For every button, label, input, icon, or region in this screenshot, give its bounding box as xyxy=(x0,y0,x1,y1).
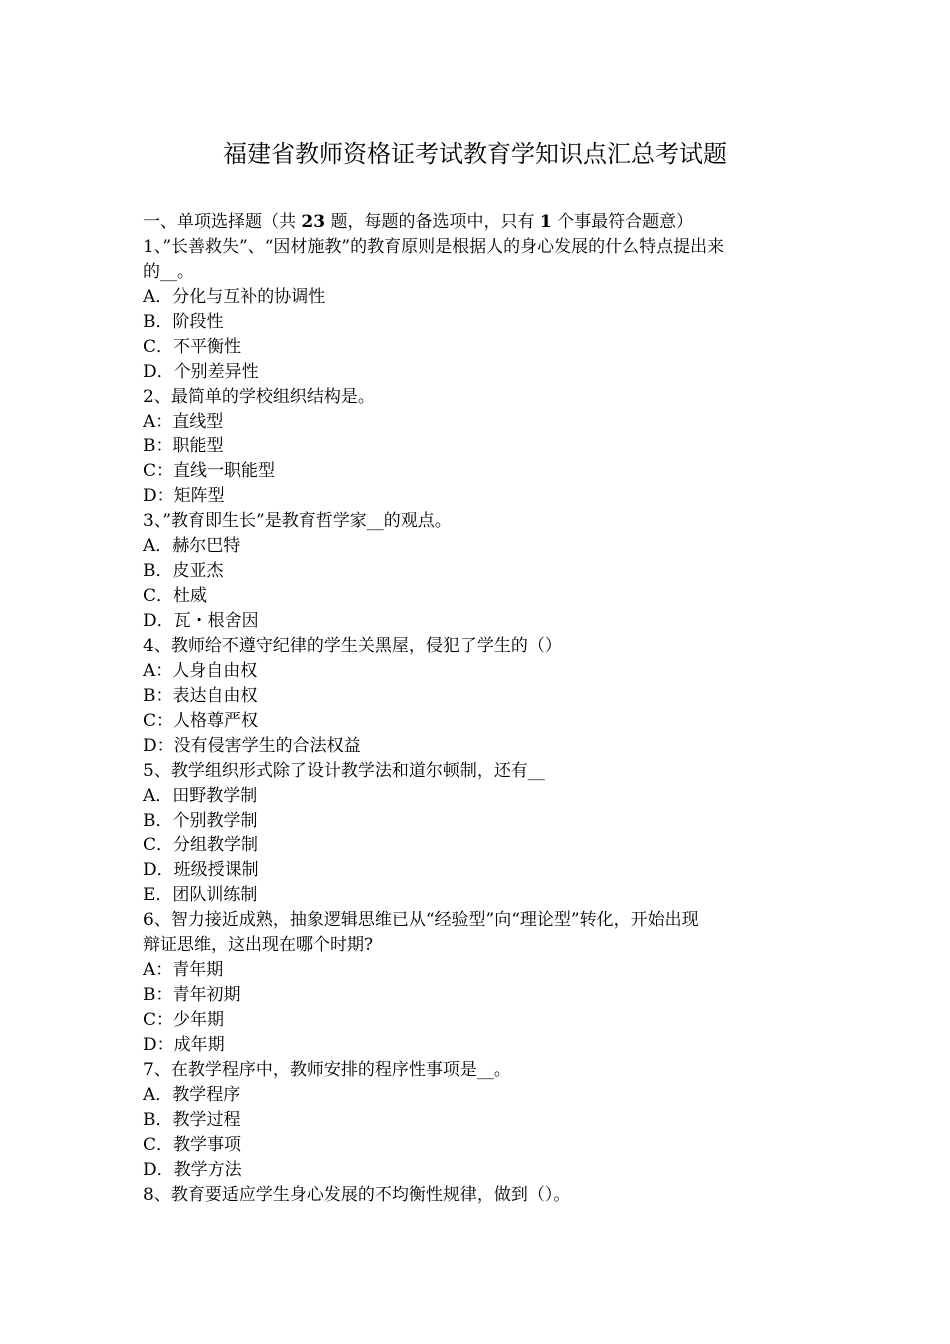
option-line: A．田野教学制 xyxy=(143,785,258,806)
option-line: C：直线一职能型 xyxy=(143,461,276,482)
option-line: C：人格尊严权 xyxy=(143,710,259,731)
option-line: D：矩阵型 xyxy=(143,486,225,507)
section-header-one: 1 xyxy=(539,212,552,232)
section-header-middle: 题，每题的备选项中，只有 xyxy=(325,212,540,232)
question-line: 8、教育要适应学生身心发展的不均衡性规律，做到（）。 xyxy=(143,1184,571,1205)
section-header-count: 23 xyxy=(301,212,326,232)
option-line: D．班级授课制 xyxy=(143,860,259,881)
option-line: B：青年初期 xyxy=(143,985,241,1006)
question-line: 4、教师给不遵守纪律的学生关黑屋，侵犯了学生的（） xyxy=(143,635,562,656)
option-line: B．教学过程 xyxy=(143,1109,241,1130)
section-header xyxy=(143,210,813,235)
option-line: B．阶段性 xyxy=(143,311,224,332)
option-line: D：没有侵害学生的合法权益 xyxy=(143,735,361,756)
question-line: 6、智力接近成熟，抽象逻辑思维已从“经验型”向“理论型”转化，开始出现 xyxy=(143,910,699,931)
option-line: C．教学事项 xyxy=(143,1134,242,1155)
option-line: C．不平衡性 xyxy=(143,336,242,357)
option-line: A．分化与互补的协调性 xyxy=(143,286,326,307)
question-line: 3、”教育即生长”是教育哲学家__的观点。 xyxy=(143,511,452,532)
option-line: C．杜威 xyxy=(143,586,208,607)
option-line: B．个别教学制 xyxy=(143,810,258,831)
option-line: A：人身自由权 xyxy=(143,660,258,681)
option-line: A：直线型 xyxy=(143,411,224,432)
section-header-prefix: 一、单项选择题（共 xyxy=(143,212,302,232)
question-line: 辩证思维，这出现在哪个时期? xyxy=(143,935,374,956)
option-line: E．团队训练制 xyxy=(143,885,258,906)
question-line: 2、最简单的学校组织结构是。 xyxy=(143,386,375,407)
option-line: A．教学程序 xyxy=(143,1084,241,1105)
question-line: 5、教学组织形式除了设计教学法和道尔顿制，还有__ xyxy=(143,760,545,781)
option-line: A：青年期 xyxy=(143,960,224,981)
option-line: B．皮亚杰 xyxy=(143,561,224,582)
document-title: 福建省教师资格证考试教育学知识点汇总考试题 xyxy=(223,140,727,168)
option-line: D．瓦・根舍因 xyxy=(143,611,259,631)
question-line: 的__。 xyxy=(143,261,194,282)
question-line: 7、在教学程序中，教师安排的程序性事项是__。 xyxy=(143,1059,511,1080)
option-line: D：成年期 xyxy=(143,1034,225,1055)
section-header-suffix: 个事最符合题意） xyxy=(551,212,694,232)
option-line: B：表达自由权 xyxy=(143,685,258,706)
option-line: B：职能型 xyxy=(143,436,224,457)
question-line: 1、”长善救失”、“因材施教”的教育原则是根据人的身心发展的什么特点提出来 xyxy=(143,236,725,257)
option-line: D．教学方法 xyxy=(143,1159,242,1180)
option-line: C．分组教学制 xyxy=(143,835,259,856)
option-line: C：少年期 xyxy=(143,1010,225,1030)
document-body xyxy=(143,210,813,1208)
option-line: D．个别差异性 xyxy=(143,361,259,382)
option-line: A．赫尔巴特 xyxy=(143,536,241,557)
